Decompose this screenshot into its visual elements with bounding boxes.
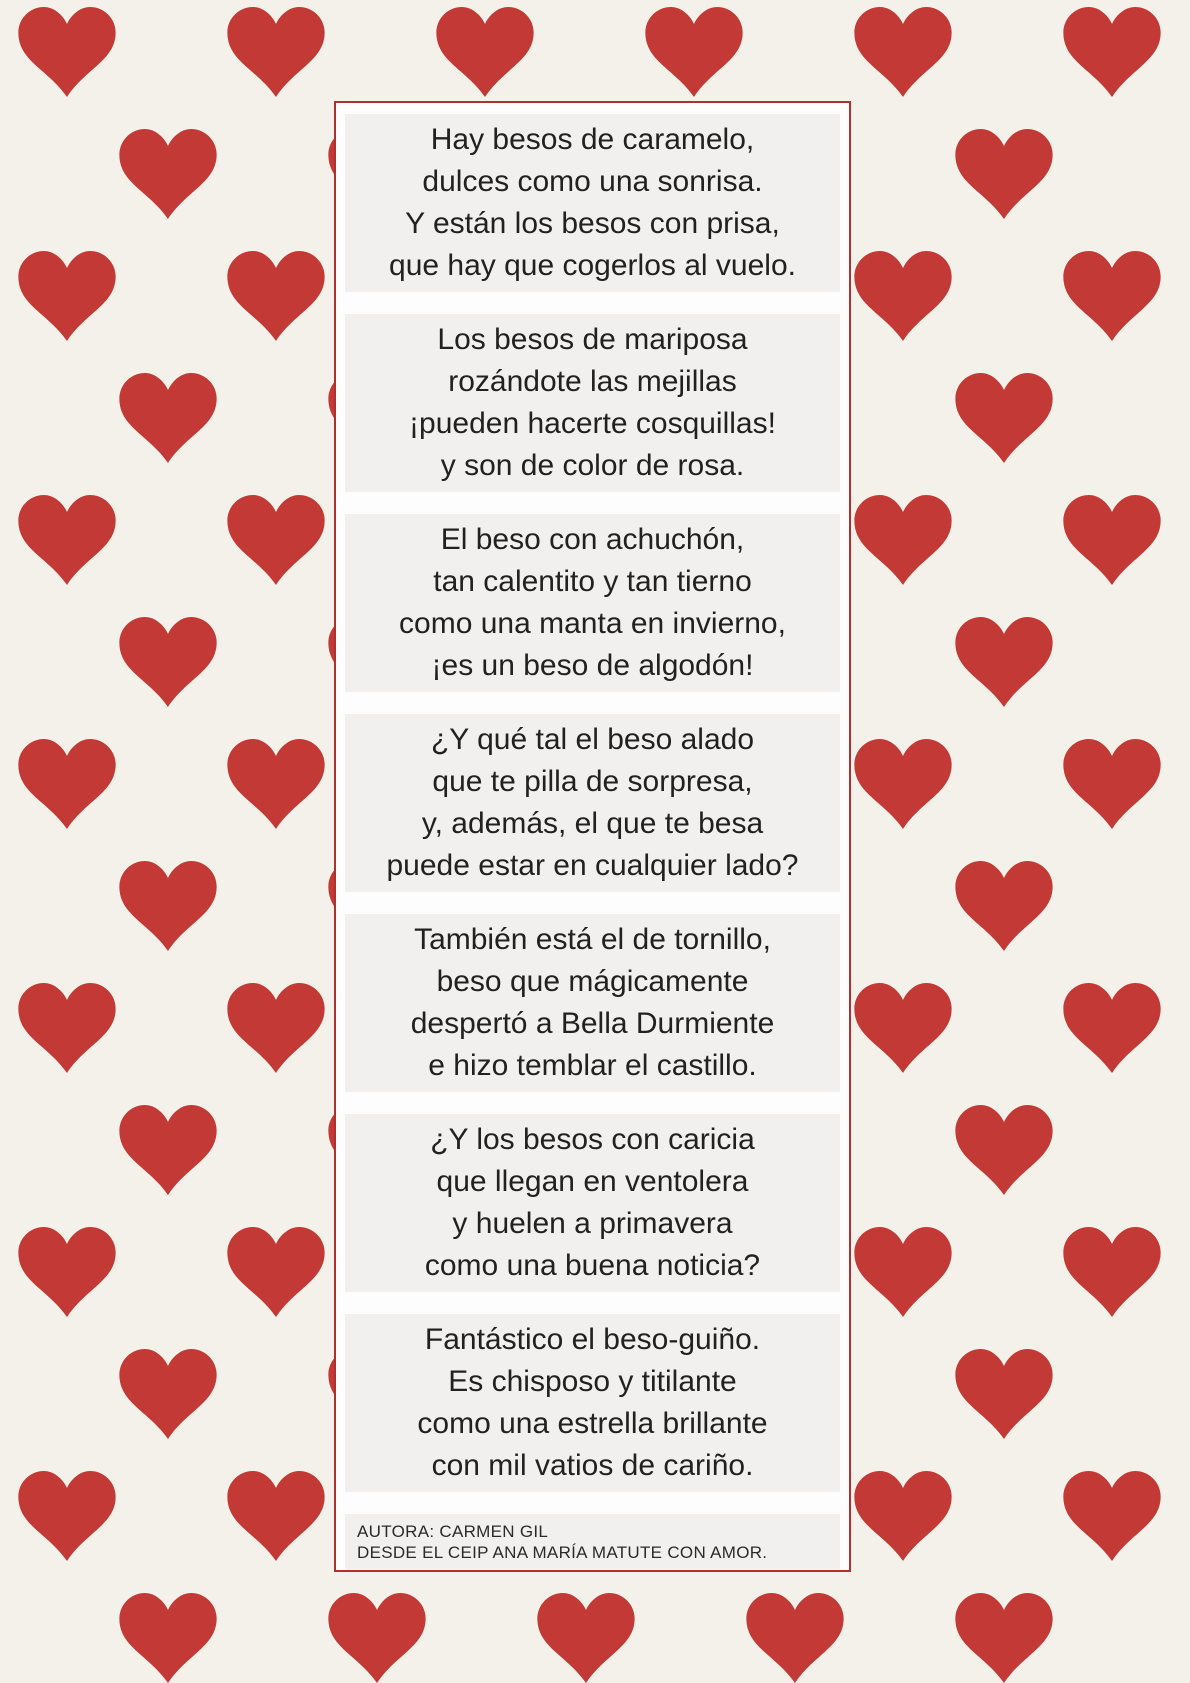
- poem-line: puede estar en cualquier lado?: [386, 849, 799, 882]
- poem-line: Hay besos de caramelo,: [430, 123, 755, 156]
- heart-icon: [227, 495, 325, 585]
- heart-icon: [854, 1227, 952, 1317]
- poem-line: Los besos de mariposa: [437, 323, 748, 356]
- poem-stanza: [345, 1314, 840, 1492]
- poem-stanza: [345, 514, 840, 692]
- heart-icon: [955, 1105, 1053, 1195]
- poem-line: y son de color de rosa.: [440, 449, 745, 482]
- author-credit: AUTORA: CARMEN GIL: [357, 1522, 549, 1541]
- poem-line: que te pilla de sorpresa,: [432, 765, 753, 798]
- poem-line: que hay que cogerlos al vuelo.: [389, 249, 796, 282]
- heart-icon: [854, 495, 952, 585]
- school-credit: DESDE EL CEIP ANA MARÍA MATUTE CON AMOR.: [357, 1543, 768, 1562]
- heart-icon: [227, 1471, 325, 1561]
- poem-line: beso que mágicamente: [436, 965, 749, 998]
- poem-line: ¿Y qué tal el beso alado: [430, 723, 754, 756]
- poem-line: El beso con achuchón,: [440, 523, 745, 556]
- poem-stanza: [345, 714, 840, 892]
- heart-icon: [955, 1349, 1053, 1439]
- poem-line: y, además, el que te besa: [421, 807, 764, 840]
- poem-line: como una buena noticia?: [424, 1249, 761, 1282]
- heart-icon: [227, 7, 325, 97]
- poem-line: con mil vatios de cariño.: [431, 1449, 754, 1482]
- heart-icon: [1063, 251, 1161, 341]
- poem-line: Fantástico el beso-guiño.: [424, 1323, 761, 1356]
- heart-icon: [119, 129, 217, 219]
- heart-icon: [854, 983, 952, 1073]
- poem-stanza: [345, 1114, 840, 1292]
- heart-icon: [854, 1471, 952, 1561]
- heart-icon: [119, 1593, 217, 1683]
- poem-line: como una estrella brillante: [417, 1407, 768, 1440]
- poem-stanza: [345, 114, 840, 292]
- heart-icon: [854, 251, 952, 341]
- poem-line: dulces como una sonrisa.: [422, 165, 763, 198]
- heart-icon: [119, 617, 217, 707]
- poem-line: que llegan en ventolera: [436, 1165, 749, 1198]
- poem-line: rozándote las mejillas: [448, 365, 737, 398]
- heart-icon: [328, 1593, 426, 1683]
- heart-icon: [227, 251, 325, 341]
- heart-icon: [18, 251, 116, 341]
- heart-icon: [18, 739, 116, 829]
- heart-icon: [119, 1349, 217, 1439]
- heart-icon: [955, 861, 1053, 951]
- poem-line: e hizo temblar el castillo.: [428, 1049, 757, 1082]
- poem-line: ¿Y los besos con caricia: [430, 1123, 755, 1156]
- heart-icon: [18, 1227, 116, 1317]
- heart-icon: [854, 7, 952, 97]
- poem-line: Y están los besos con prisa,: [405, 207, 780, 240]
- heart-icon: [18, 495, 116, 585]
- heart-icon: [1063, 1227, 1161, 1317]
- heart-icon: [227, 739, 325, 829]
- heart-icon: [746, 1593, 844, 1683]
- poem-stanzas: [345, 114, 840, 1492]
- poem-line: despertó a Bella Durmiente: [410, 1007, 775, 1040]
- heart-icon: [645, 7, 743, 97]
- heart-icon: [955, 617, 1053, 707]
- poem-stanza: [345, 314, 840, 492]
- poem-line: tan calentito y tan tierno: [433, 565, 752, 598]
- heart-icon: [955, 373, 1053, 463]
- poem-line: y huelen a primavera: [452, 1207, 733, 1240]
- heart-icon: [854, 739, 952, 829]
- heart-icon: [227, 983, 325, 1073]
- heart-icon: [1063, 983, 1161, 1073]
- poem-stanza: [345, 914, 840, 1092]
- heart-icon: [1063, 1471, 1161, 1561]
- poem-card: [334, 101, 851, 1572]
- heart-icon: [1063, 495, 1161, 585]
- heart-icon: [119, 861, 217, 951]
- heart-icon: [18, 983, 116, 1073]
- heart-icon: [18, 7, 116, 97]
- heart-icon: [1063, 739, 1161, 829]
- heart-icon: [436, 7, 534, 97]
- heart-icon: [955, 1593, 1053, 1683]
- poem-line: Es chisposo y titilante: [448, 1365, 737, 1398]
- heart-icon: [18, 1471, 116, 1561]
- poem-footer: [345, 1514, 840, 1569]
- heart-icon: [227, 1227, 325, 1317]
- poem-line: como una manta en invierno,: [399, 607, 786, 640]
- poem-line: También está el de tornillo,: [414, 923, 771, 956]
- heart-icon: [1063, 7, 1161, 97]
- heart-icon: [955, 129, 1053, 219]
- poem-line: ¡es un beso de algodón!: [431, 649, 754, 682]
- heart-icon: [537, 1593, 635, 1683]
- poem-line: ¡pueden hacerte cosquillas!: [409, 407, 776, 440]
- heart-icon: [119, 373, 217, 463]
- heart-icon: [119, 1105, 217, 1195]
